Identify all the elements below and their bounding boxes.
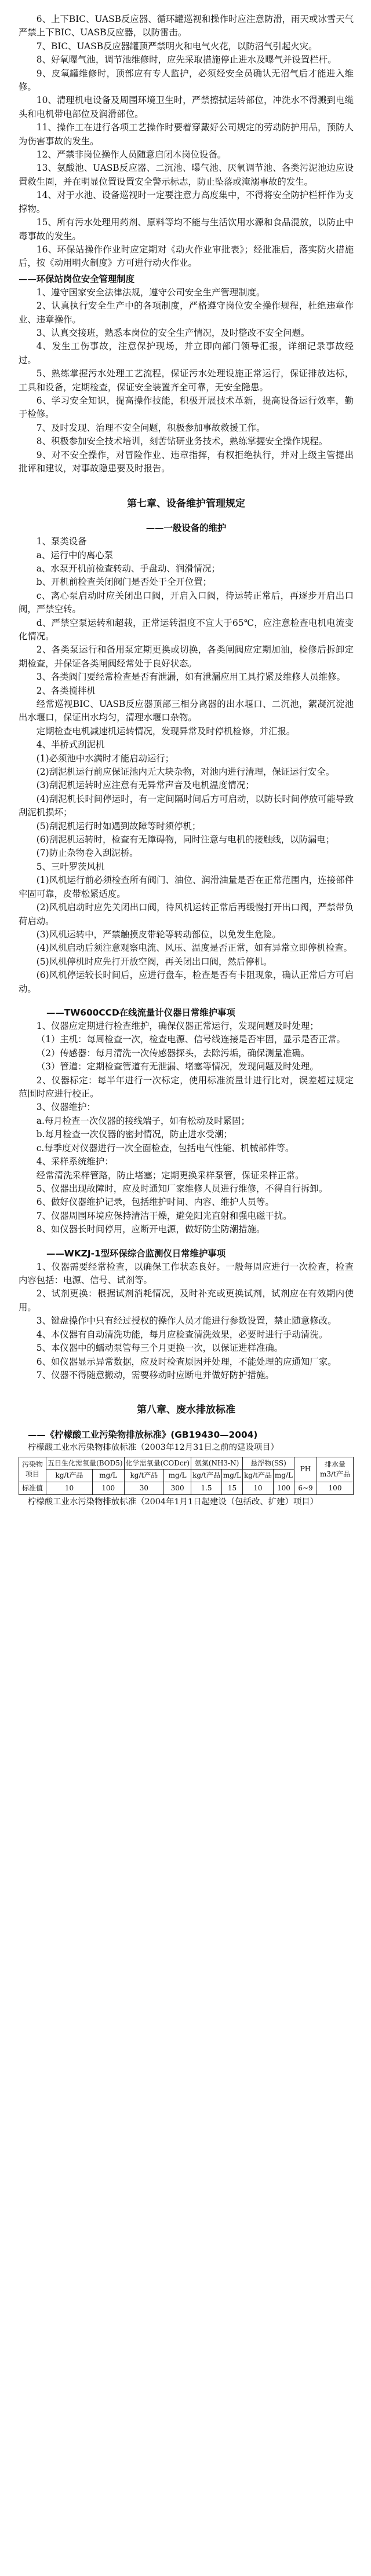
chapter7-title: 第七章、设备维护管理规定 bbox=[127, 497, 245, 510]
table-header: PH bbox=[294, 1457, 317, 1482]
table-unit: mg/L bbox=[92, 1470, 124, 1482]
list-item: 定期检查电机减速机运转情况，发现异常及时停机检修，并汇报。 bbox=[36, 725, 296, 736]
safety-heading: ——环保站岗位安全管理制度 bbox=[19, 273, 135, 284]
list-item: (3)风机运转中，严禁触摸皮带轮等转动部位，以免发生危险。 bbox=[36, 929, 281, 940]
table-unit: kg/t产品 bbox=[191, 1470, 222, 1482]
list-item: （3）管道：定期检查管道有无泄漏、堵塞等情况，发现问题及时处理。 bbox=[36, 1061, 319, 1072]
list-item: (4)风机启动后须注意观察电流、风压、温度是否正常，如有异常立即停机检查。 bbox=[36, 943, 352, 954]
list-item: 8、好氧曝气池，调节池维修时，应先采取措施停止进水及曝气并设置栏杆。 bbox=[36, 54, 337, 65]
table-cell: 100 bbox=[317, 1482, 354, 1495]
pumps-title: 1、泵类设备 bbox=[36, 536, 87, 547]
list-item: (5)风机停机时应先打开放空阀，再关闭出口阀，然后停机。 bbox=[36, 956, 272, 967]
list-item: a.每月检查一次仪器的接线端子，如有松动及时紧固； bbox=[36, 1115, 250, 1126]
list-item: 8、如仪器长时间停用，应断开电源，做好防尘防潮措施。 bbox=[36, 1224, 265, 1235]
list-item: (6)风机停运较长时间后，应进行盘车，检查是否有卡阻现象，确认正常后方可启动。 bbox=[19, 970, 354, 994]
list-item: (7)防止杂物卷入刮泥桥。 bbox=[36, 848, 139, 859]
row-label: 标准值 bbox=[19, 1482, 46, 1495]
list-item: 7、BIC、UASB反应器罐顶严禁明火和电气火花，以防沼气引起火灾。 bbox=[36, 41, 318, 52]
list-item: 7、及时发现、治理不安全问题，积极参加事故救援工作。 bbox=[36, 422, 265, 433]
list-item: 2、认真执行安全生产中的各项制度，严格遵守岗位安全操作规程，杜绝违章作业、违章操作。 bbox=[19, 301, 354, 325]
table-cell: 100 bbox=[273, 1482, 294, 1495]
list-item: 3、键盘操作中只有经过授权的操作人员才能进行参数设置，禁止随意修改。 bbox=[36, 1316, 337, 1327]
list-item: 12、严禁非岗位操作人员随意启闭本岗位设备。 bbox=[36, 149, 227, 160]
list-item: 5、本仪器中的蠕动泵管每三个月更换一次，以保证进样准确。 bbox=[36, 1343, 283, 1354]
safety-list bbox=[19, 286, 354, 476]
list-item: （2）传感器：每月清洗一次传感器探头，去除污垢，确保测量准确。 bbox=[36, 1047, 310, 1058]
tw600-heading: ——TW600CCD在线流量计仪器日常维护事项 bbox=[46, 1007, 235, 1018]
list-item: 4、采样系统维护： bbox=[36, 1156, 114, 1167]
list-item: 9、皮氧罐维修时，顶部应有专人监护，必须经安全员确认无沼气后才能进入维修。 bbox=[19, 68, 354, 93]
list-item: 15、所有污水处理用药剂、原料等均不能与生活饮用水源和食品混放，以防止中毒事故的发生。 bbox=[19, 217, 354, 241]
list-item: 2、仪器标定：每半年进行一次标定，使用标准流量计进行比对，误差超过规定范围时应进行校正。 bbox=[19, 1075, 354, 1100]
table-cell: 10 bbox=[243, 1482, 274, 1495]
table-header: 悬浮物(SS) bbox=[243, 1457, 294, 1470]
table-unit: mg/L bbox=[164, 1470, 191, 1482]
list-item: 4、发生工伤事故，注意保护现场，并立即向部门领导汇报，详细记录事故经过。 bbox=[19, 341, 354, 365]
list-item: （1）主机：每周检查一次，检查电源、信号线连接是否牢固，显示是否正常。 bbox=[36, 1034, 345, 1045]
list-item: 9、对不安全操作，对冒险作业、违章指挥，有权拒绝执行，并对上级主管提出批评和建议，对事故隐患要及时报告。 bbox=[19, 449, 354, 474]
list-item: (1)必须池中水满时才能启动运行； bbox=[36, 753, 174, 764]
top-list bbox=[19, 13, 354, 270]
section-general-maintenance: ——一般设备的维护 bbox=[146, 523, 227, 534]
table-header: 五日生化需氧量(BOD5) bbox=[46, 1457, 125, 1470]
table-unit: kg/t产品 bbox=[46, 1470, 93, 1482]
table-header: 排水量m3/t产品 bbox=[317, 1457, 354, 1482]
list-item: (2)风机启动时应先关闭出口阀，待风机运转正常后再缓慢打开出口阀，严禁带负荷启动。 bbox=[19, 902, 354, 926]
table-row bbox=[19, 1482, 354, 1495]
list-item: 11、操作工在进行各项工艺操作时要着穿戴好公司规定的劳动防护用品，预防人为伤害事故的发生。 bbox=[19, 122, 354, 146]
list-item: 1、仪器应定期进行检查维护，确保仪器正常运行，发现问题及时处理； bbox=[36, 1021, 319, 1032]
list-item: 6、上下BIC、UASB反应器、循环罐巡视和操作时应注意防滑，雨天或冰雪天气严禁上下BIC、UASB反应器，以防雷击。 bbox=[19, 14, 354, 38]
list-item: (4)刮泥机长时间停运时，有一定间隔时间后方可启动，以防长时间停放可能导致刮泥机损坏； bbox=[19, 793, 354, 818]
table-unit: kg/t产品 bbox=[124, 1470, 164, 1482]
table-header: 氨氮(NH3-N) bbox=[191, 1457, 243, 1470]
table-unit: mg/L bbox=[273, 1470, 294, 1482]
list-item: 6、如仪器显示异常数据，应及时检查原因并处理，不能处理的应通知厂家。 bbox=[36, 1356, 337, 1367]
list-item: (2)刮泥机运行前应保证池内无大块杂物，对池内进行清理，保证运行安全。 bbox=[36, 767, 335, 778]
list-item: (5)刮泥机运行时如遇到故障等时须停机； bbox=[36, 820, 201, 831]
list-item: (3)刮泥机运转时应注意有无异常声音及电机温度情况； bbox=[36, 780, 254, 791]
table-caption: 柠檬酸工业水污染物排放标准（2004年1月1日起建设（包括改、扩建）项目） bbox=[28, 1497, 319, 1507]
table-unit: kg/t产品 bbox=[243, 1470, 274, 1482]
list-item: d、严禁空泵运转和超载，正常运转温度不宜大于65℃，应注意检查电机电流变化情况。 bbox=[19, 617, 354, 642]
blower-title: 5、三叶罗茨风机 bbox=[36, 861, 105, 872]
list-item: c.每季度对仪器进行一次全面检查，包括电气性能、机械部件等。 bbox=[36, 1142, 294, 1153]
list-item: 4、本仪器有自动清洗功能，每月应检查清洗效果，必要时进行手动清洗。 bbox=[36, 1329, 328, 1340]
list-item: 7、仪器周围环境应保持清洁干燥，避免阳光直射和强电磁干扰。 bbox=[36, 1210, 292, 1221]
table-cell: 10 bbox=[46, 1482, 93, 1495]
list-item: 3、仪器维护： bbox=[36, 1102, 96, 1113]
table-header: 化学需氧量(CODcr) bbox=[124, 1457, 191, 1470]
list-item: 5、熟练掌握污水处理工艺流程，保证污水处理设施正常运行，保证排放达标，工具和设备，定期检查，保证安全装置齐全可靠，无安全隐患。 bbox=[19, 368, 354, 393]
list-item: 3、各类阀门要经常检查是否有泄漏，如有泄漏应用工具拧紧及维修人员维修。 bbox=[36, 672, 345, 683]
list-item: 2、各类泵运行和备用泵定期更换或切换，各类闸阀应定期加油，检修后拆卸定期检查，并保证各类闸阀经常处于良好状态。 bbox=[19, 644, 354, 669]
emission-standard-table bbox=[19, 1457, 354, 1495]
list-item: 10、清理机电设备及周围环境卫生时，严禁擦拭运转部位，冲洗水不得溅到电缆头和电机带电部位及润滑部位。 bbox=[19, 95, 354, 119]
list-item: 8、积极参加安全技术培训，刻苦钻研业务技术，熟练掌握安全操作规程。 bbox=[36, 436, 328, 447]
list-item: (6)刮泥机运转时，检查有无障碍物，同时注意与电机的接触线，以防漏电； bbox=[36, 834, 335, 845]
list-item: 经常清洗采样管路，防止堵塞；定期更换采样泵管，保证采样正常。 bbox=[36, 1170, 304, 1181]
table-cell: 1.5 bbox=[191, 1482, 222, 1495]
table-cell: 15 bbox=[221, 1482, 242, 1495]
table-cell: 100 bbox=[92, 1482, 124, 1495]
pumps-intro: a、运行中的离心泵 bbox=[36, 549, 114, 560]
list-item: (1)风机运行前必须检查所有阀门、油位、润滑油量是否在正常范围内，连接部件牢固可靠，皮带松紧适度。 bbox=[19, 875, 354, 899]
list-item: 2、试剂更换：根据试剂消耗情况，及时补充或更换试剂，试剂应在有效期内使用。 bbox=[19, 1288, 354, 1313]
list-item: 3、认真交接班，熟悉本岗位的安全生产情况，及时整改不安全问题。 bbox=[36, 328, 310, 339]
list-item: 1、仪器需要经常检查，以确保工作状态良好。一般每周应进行一次检查，检查内容包括：电源、信号、试剂等。 bbox=[19, 1261, 354, 1286]
list-item: 6、学习安全知识，提高操作技能，积极开展技术革新，提高设备运行效率，勤于检修。 bbox=[19, 395, 354, 420]
list-item: 13、氨酸池、UASB反应器、二沉池、曝气池、厌氧调节池、各类污泥池边应设置救生圈，并在明显位置设置安全警示标志，防止坠落或淹溺事故的发生。 bbox=[19, 163, 354, 187]
list-item: 1、遵守国家安全法律法规，遵守公司安全生产管理制度。 bbox=[36, 287, 265, 298]
list-item: b、开机前检查关闭阀门是否处于全开位置； bbox=[36, 577, 212, 588]
table-cell: 6~9 bbox=[294, 1482, 317, 1495]
list-item: 7、仪器不得随意搬动，需要移动时应断电并做好防护措施。 bbox=[36, 1369, 274, 1380]
list-item: a、水泵开机前检查转动、手盘动、润滑情况； bbox=[36, 563, 220, 574]
table-cell: 30 bbox=[124, 1482, 164, 1495]
table-header: 污染物项目 bbox=[19, 1457, 46, 1482]
list-item: 16、环保站操作作业时应定期对《动火作业审批表》；经批准后，落实防火措施后，按《动用明火制度》方可进行动火作业。 bbox=[19, 244, 354, 269]
standard-intro: 柠檬酸工业水污染物排放标准（2003年12月31日之前的建设项目） bbox=[28, 1442, 279, 1452]
table-cell: 300 bbox=[164, 1482, 191, 1495]
chapter8-title: 第八章、废水排放标准 bbox=[137, 1404, 235, 1416]
list-item: 经常巡视BIC、UASB反应器顶部三相分离器的出水堰口、二沉池，絮凝沉淀池出水堰口，保证出水均匀，清理水堰口杂物。 bbox=[19, 699, 354, 723]
list-item: b.每月检查一次仪器的密封情况，防止进水受潮； bbox=[36, 1129, 232, 1140]
list-item: 5、仪器出现故障时，应及时通知厂家维修人员进行维修，不得自行拆卸。 bbox=[36, 1183, 328, 1194]
mixers-title: 2、各类搅拌机 bbox=[36, 685, 96, 696]
wkzj-heading: ——WKZJ-1型环保综合监测仪日常维护事项 bbox=[46, 1248, 226, 1259]
table-row bbox=[19, 1457, 354, 1470]
list-item: 6、做好仪器维护记录，包括维护时间、内容、维护人员等。 bbox=[36, 1197, 274, 1208]
standard-name: ——《柠檬酸工业污染物排放标准》(GB19430—2004) bbox=[28, 1429, 258, 1440]
list-item: 14、对于水池、设备巡视时一定要注意力高度集中，不得将安全防护栏杆作为支撑物。 bbox=[19, 190, 354, 214]
table-unit: mg/L bbox=[221, 1470, 242, 1482]
sludge-scraper-title: 4、半桥式刮泥机 bbox=[36, 739, 105, 750]
list-item: c、离心泵启动时应关闭出口阀，开启入口阀，待运转正常后，再逐步开启出口阀，严禁空转。 bbox=[19, 590, 354, 615]
